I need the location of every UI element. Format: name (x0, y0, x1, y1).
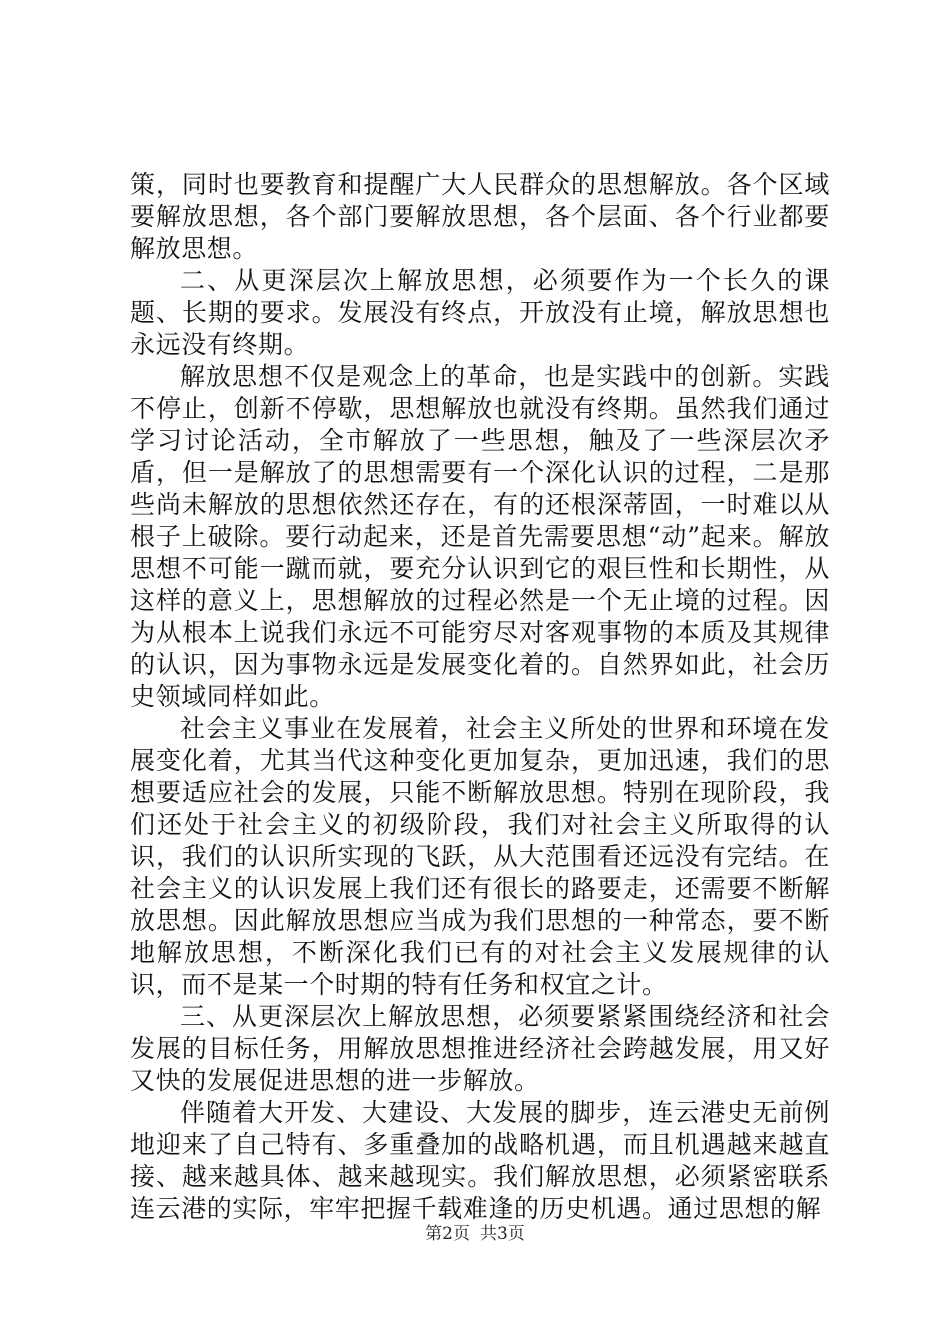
page-number: 第2页 (425, 1224, 470, 1244)
page-total: 共3页 (480, 1224, 525, 1244)
paragraph-1: 策，同时也要教育和提醒广大人民群众的思想解放。各个区域要解放思想，各个部门要解放思想，各个层面、各个行业都要解放思想。 (130, 170, 830, 263)
paragraph-6: 伴随着大开发、大建设、大发展的脚步，连云港史无前例地迎来了自己特有、多重叠加的战略机遇，而且机遇越来越直接、越来越具体、越来越现实。我们解放思想，必须紧密联系连云港的实际，牢牢把握千载难逢的历史机遇。通过思想的解 (130, 1098, 830, 1223)
paragraph-4: 社会主义事业在发展着，社会主义所处的世界和环境在发展变化着，尤其当代这种变化更加复杂，更加迅速，我们的思想要适应社会的发展，只能不断解放思想。特别在现阶段，我们还处于社会主义的初级阶段，我们对社会主义所取得的认识，我们的认识所实现的飞跃，从大范围看还远没有完结。在社会主义的认识发展上我们还有很长的路要走，还需要不断解放思想。因此解放思想应当成为我们思想的一种常态，要不断地解放思想，不断深化我们已有的对社会主义发展规律的认识，而不是某一个时期的特有任务和权宜之计。 (130, 714, 830, 999)
paragraph-3: 解放思想不仅是观念上的革命，也是实践中的创新。实践不停止，创新不停歇，思想解放也就没有终期。虽然我们通过学习讨论活动，全市解放了一些思想，触及了一些深层次矛盾，但一是解放了的思想需要有一个深化认识的过程，二是那些尚未解放的思想依然还存在，有的还根深蒂固，一时难以从根子上破除。要行动起来，还是首先需要思想“动”起来。解放思想不可能一蹴而就，要充分认识到它的艰巨性和长期性，从这样的意义上，思想解放的过程必然是一个无止境的过程。因为从根本上说我们永远不可能穷尽对客观事物的本质及其规律的认识，因为事物永远是发展变化着的。自然界如此，社会历史领域同样如此。 (130, 362, 830, 711)
paragraph-2: 二、从更深层次上解放思想，必须要作为一个长久的课题、长期的要求。发展没有终点，开放没有止境，解放思想也永远没有终期。 (130, 266, 830, 359)
document-body (130, 169, 830, 1225)
paragraph-5: 三、从更深层次上解放思想，必须要紧紧围绕经济和社会发展的目标任务，用解放思想推进经济社会跨越发展，用又好又快的发展促进思想的进一步解放。 (130, 1002, 830, 1095)
page-footer (0, 1219, 950, 1244)
